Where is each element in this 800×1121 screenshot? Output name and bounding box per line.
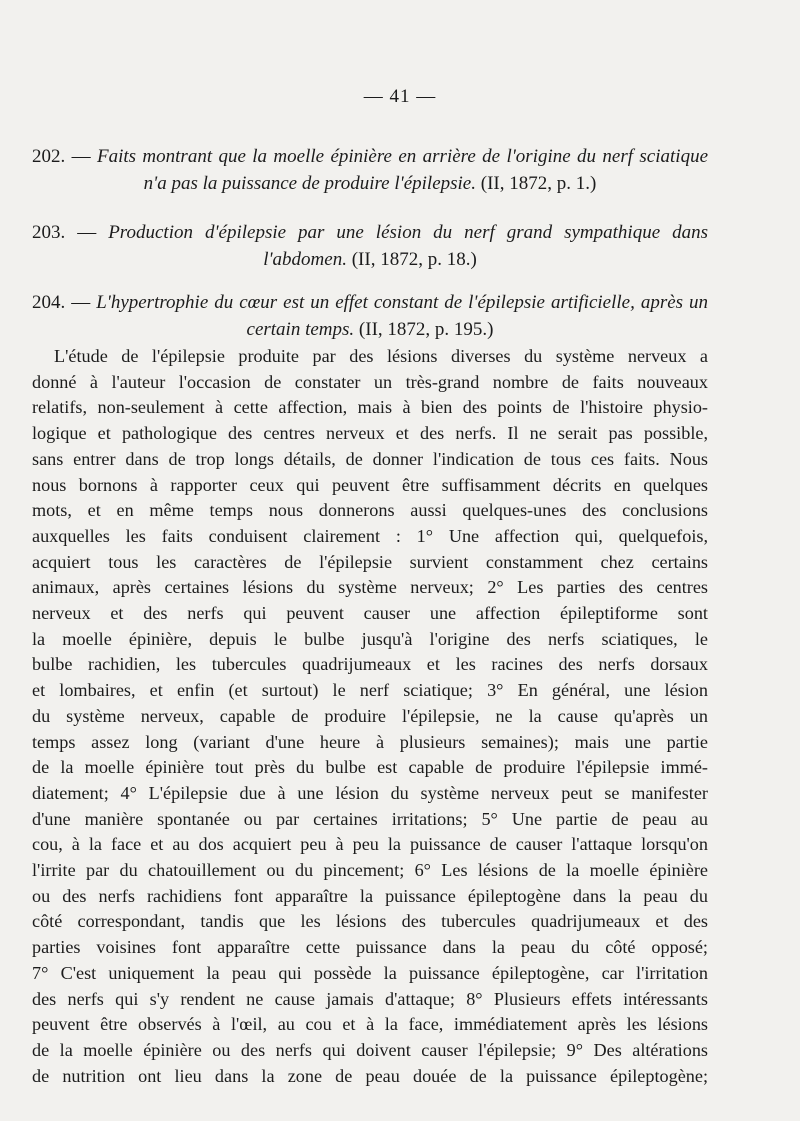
body-line: animaux, après certaines lésions du système nerveux; 2° Les parties des centres xyxy=(32,577,708,598)
body-paragraph xyxy=(32,344,708,1089)
body-line: diatement; 4° L'épilepsie due à une lésion du système nerveux peut se manifester xyxy=(32,782,708,803)
entry-title-part-2: n'a pas la puissance de produire l'épilepsie. xyxy=(143,173,476,194)
body-line: acquiert tous les caractères de l'épilepsie survient constamment chez certains xyxy=(32,551,708,572)
entry-title-part-2: l'abdomen. xyxy=(263,249,347,270)
entry-title-part-2: certain temps. xyxy=(246,319,355,340)
body-line: mots, et en même temps nous donnerons aussi quelques-unes des conclusions xyxy=(32,500,708,521)
body-line: donné à l'auteur l'occasion de constater un très-grand nombre de faits nouveaux xyxy=(32,371,708,392)
entry-reference: (II, 1872, p. 18.) xyxy=(346,249,477,270)
entry-line-1 xyxy=(32,289,708,316)
entry-line-2 xyxy=(32,246,708,273)
body-line: bulbe rachidien, les tubercules quadrijumeaux et les racines des nerfs dorsaux xyxy=(32,654,708,675)
entry-reference: (II, 1872, p. 195.) xyxy=(354,319,494,340)
entry-line-1 xyxy=(32,143,708,170)
body-line: de la moelle épinière tout près du bulbe est capable de produire l'épilepsie immé- xyxy=(32,757,708,778)
body-line: 7° C'est uniquement la peau qui possède la puissance épileptogène, car l'irritation xyxy=(32,962,708,983)
entry-number: 202. xyxy=(32,146,66,167)
entry-line-2 xyxy=(32,170,708,197)
body-line: de la moelle épinière ou des nerfs qui doivent causer l'épilepsie; 9° Des altérations xyxy=(32,1039,708,1060)
entry-number: 203. xyxy=(32,222,66,243)
body-line: parties voisines font apparaître cette puissance dans la peau du côté opposé; xyxy=(32,937,708,958)
body-line: la moelle épinière, depuis le bulbe jusqu'à l'origine des nerfs sciatiques, le xyxy=(32,628,708,649)
body-line: temps assez long (variant d'une heure à plusieurs semaines); mais une partie xyxy=(32,731,708,752)
entry-title-part-1: Faits montrant que la moelle épinière en arrière de l'origine du nerf sciatique xyxy=(97,146,708,167)
body-line: et lombaires, et enfin (et surtout) le nerf sciatique; 3° En général, une lésion xyxy=(32,680,708,701)
entry-line-1 xyxy=(32,219,708,246)
body-line: L'étude de l'épilepsie produite par des lésions diverses du système nerveux a xyxy=(54,346,708,366)
body-line: des nerfs qui s'y rendent ne cause jamais d'attaque; 8° Plusieurs effets intéressants xyxy=(32,988,708,1009)
body-line: cou, à la face et au dos acquiert peu à peu la puissance de causer l'attaque lorsqu'on xyxy=(32,834,708,855)
body-line: auxquelles les faits conduisent clairement : 1° Une affection qui, quelquefois, xyxy=(32,525,708,546)
entry-dash: — xyxy=(65,292,97,313)
entry-202 xyxy=(32,143,708,197)
entry-reference: (II, 1872, p. 1.) xyxy=(476,173,597,194)
body-line: du système nerveux, capable de produire l'épilepsie, ne la cause qu'après un xyxy=(32,705,708,726)
entry-dash: — xyxy=(65,222,109,243)
body-line: sans entrer dans de trop longs détails, de donner l'indication de tous ces faits. Nous xyxy=(32,448,708,469)
body-line: ou des nerfs rachidiens font apparaître la puissance épileptogène dans la peau du xyxy=(32,885,708,906)
entry-number: 204. xyxy=(32,292,66,313)
page-number: — 41 — xyxy=(363,86,437,107)
body-line: côté correspondant, tandis que les lésions des tubercules quadrijumeaux et des xyxy=(32,911,708,932)
body-line: de nutrition ont lieu dans la zone de peau douée de la puissance épileptogène; xyxy=(32,1065,708,1086)
entry-dash: — xyxy=(65,146,97,167)
entry-203 xyxy=(32,219,708,273)
body-line: d'une manière spontanée ou par certaines irritations; 5° Une partie de peau au xyxy=(32,808,708,829)
body-line: peuvent être observés à l'œil, au cou et à la face, immédiatement après les lésions xyxy=(32,1014,708,1035)
body-line: l'irrite par du chatouillement ou du pincement; 6° Les lésions de la moelle épinière xyxy=(32,860,708,881)
body-line: nerveux et des nerfs qui peuvent causer une affection épileptiforme sont xyxy=(32,603,708,624)
body-line: nous bornons à rapporter ceux qui peuvent être suffisamment décrits en quelques xyxy=(32,474,708,495)
entry-204 xyxy=(32,289,708,343)
entry-title-part-1: L'hypertrophie du cœur est un effet constant de l'épilepsie artificielle, après un xyxy=(96,292,709,313)
entry-title-part-1: Production d'épilepsie par une lésion du nerf grand sympathique dans xyxy=(108,222,708,243)
body-line: relatifs, non-seulement à cette affection, mais à bien des points de l'histoire physio- xyxy=(32,397,708,418)
entry-line-2 xyxy=(32,316,708,343)
body-line: logique et pathologique des centres nerveux et des nerfs. Il ne serait pas possible, xyxy=(32,423,708,444)
